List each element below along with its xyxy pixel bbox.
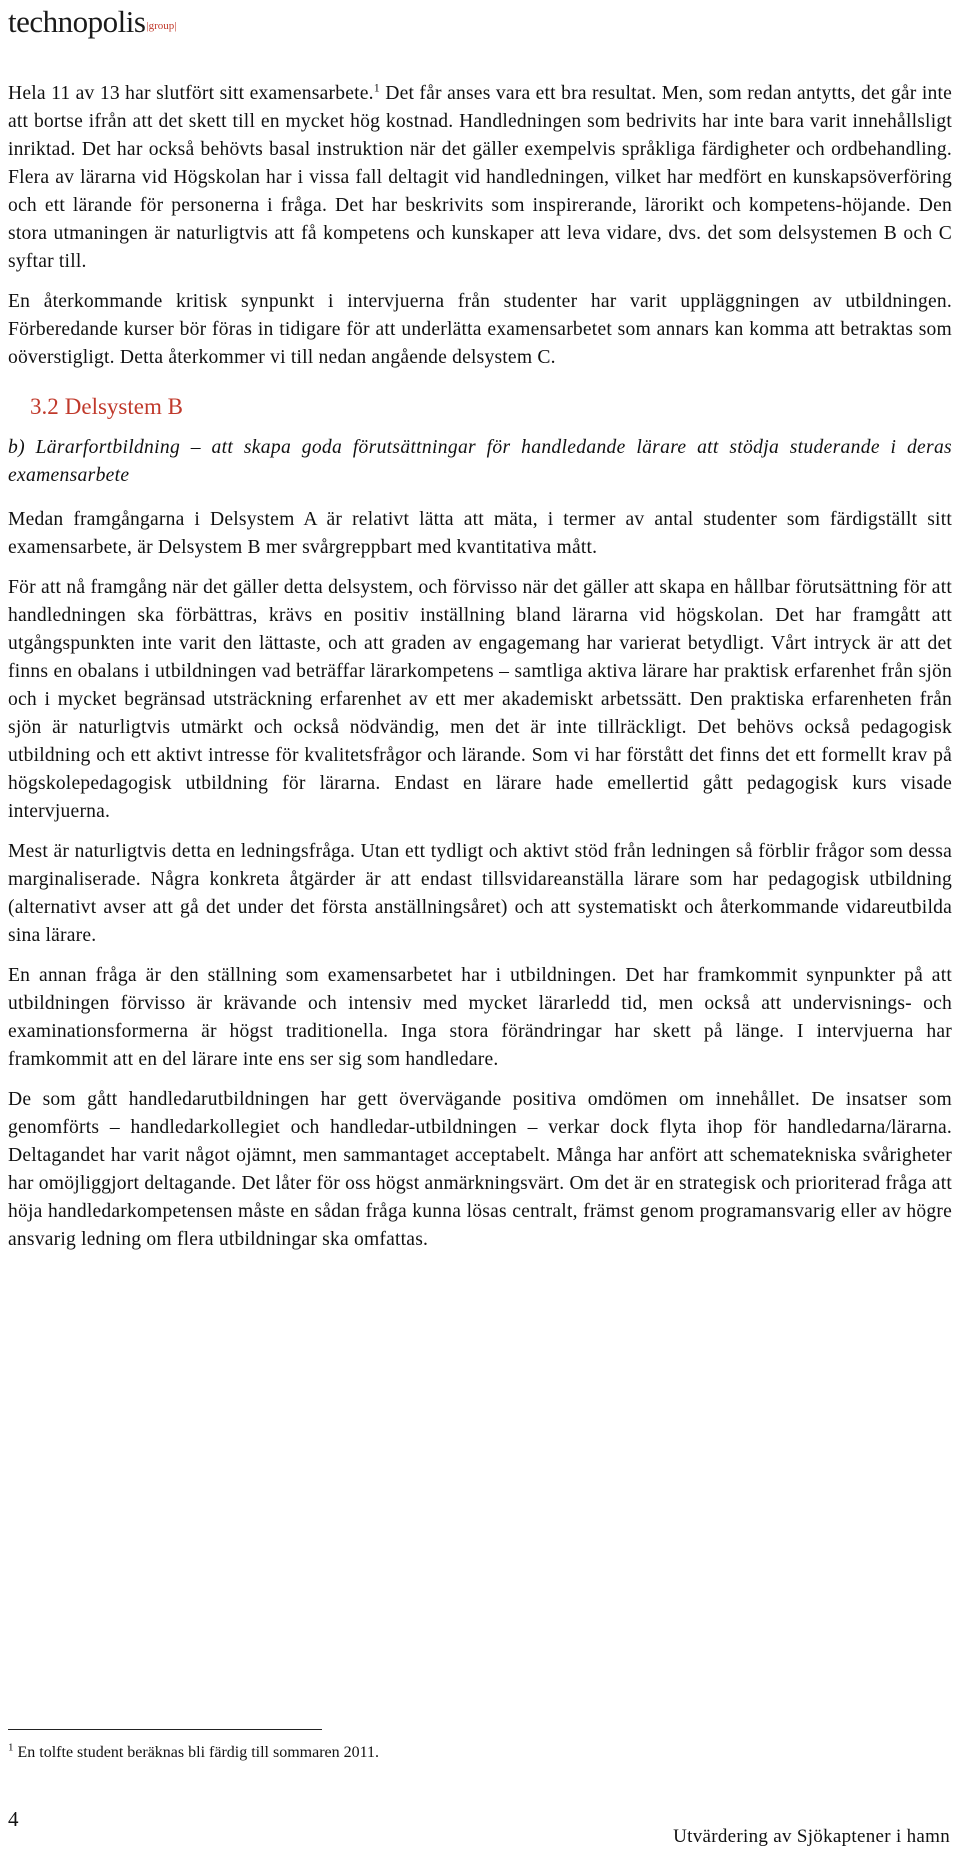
technopolis-logo (8, 4, 177, 40)
paragraph-text: Hela 11 av 13 har slutfört sitt examensarbete. (8, 83, 374, 104)
paragraph-thesis-position: En annan fråga är den ställning som examensarbetet har i utbildningen. Det har framkommit synpunkter på att utbildningen förvisso är krävande och intensiv med mycket lärarledd tid, men också att undervisnings- och examinationsformerna är högst traditionella. Inga stora förändringar har skett på länge. I intervjuerna har framkommit att en del lärare inte ens ser sig som handledare. (8, 965, 952, 1070)
paragraph-success: För att nå framgång när det gäller detta delsystem, och förvisso när det gäller att skapa en hållbar förutsättning för att handledningen ska förbättras, krävs en positiv inställning bland lärarna vid högskolan. Det har framgått att utgångspunkten inte varit den lättaste, och att graden av engagemang har varierat betydligt. Vårt intryck är att det finns en obalans i utbildningen vad beträffar lärarkompetens – samtliga aktiva lärare har praktisk erfarenhet från sjön och i mycket begränsad utsträckning erfarenhet av ett mer akademiskt arbetssätt. Den praktiska erfarenheten från sjön är naturligtvis utmärkt och också nödvändig, men det är inte tillräckligt. Det behövs också pedagogisk utbildning och ett aktivt intresse för kvalitetsfrågor och lärande. Som vi har förstått det finns det ett formellt krav på högskolepedagogisk utbildning för lärarna. Endast en lärare hade emellertid gått pedagogisk kurs visade intervjuerna. (8, 577, 952, 822)
paragraph-criticism: En återkommande kritisk synpunkt i intervjuerna från studenter har varit uppläggningen av utbildningen. Förberedande kurser bör föras in tidigare för att underlätta examensarbetet som annars kan komma att betraktas som oöverstigligt. Detta återkommer vi till nedan angående delsystem C. (8, 291, 952, 368)
paragraph-results (8, 80, 952, 276)
logo-group-tag: |group| (146, 20, 177, 32)
page-number: 4 (8, 1807, 19, 1831)
paragraph-text: Det får anses vara ett bra resultat. Men, som redan antytts, det går inte att bortse ifrån att det skett till en mycket hög kostnad. Handledningen som bedrivits har inte bara varit innehållsligt inriktad. Det har också behövts basal instruktion när det gäller exempelvis språkliga färdigheter och ordbehandling. Flera av lärarna vid Högskolan har i vissa fall deltagit vid handledningen, vilket har medfört en kunskapsöverföring och ett lärande för personerna i fråga. Det har beskrivits som inspirerande, lärorikt och kompetens-höjande. Den stora utmaningen är naturligtvis att få kompetens och kunskaper att leva vidare, dvs. det som delsystemen B och C syftar till. (8, 83, 952, 272)
footnote-text: En tolfte student beräknas bli färdig till sommaren 2011. (17, 1744, 380, 1761)
running-title: Utvärdering av Sjökaptener i hamn (673, 1826, 950, 1847)
footnote-reference[interactable]: 1 (373, 80, 380, 95)
paragraph-leadership: Mest är naturligtvis detta en ledningsfråga. Utan ett tydligt och aktivt stöd från ledningen så förblir frågor som dessa marginaliserade. Några konkreta åtgärder är att endast tillsvidareanställa lärare som har pedagogisk utbildning (alternativt avser att gå det under det första anställningsåret) och att systematiskt och återkommande vidareutbilda sina lärare. (8, 841, 952, 946)
footnote-divider (8, 1729, 322, 1730)
logo-wordmark: technopolis (8, 4, 146, 39)
footnote (8, 1741, 380, 1762)
section-title: Delsystem B (64, 394, 183, 419)
paragraph-supervisor-training: De som gått handledarutbildningen har gett övervägande positiva omdömen om innehållet. De insatser som genomförts – handledarkollegiet och handledar-utbildningen – verkar dock flyta ihop för handledarna/lärarna. Deltagandet har varit något ojämnt, men sammantaget acceptabelt. Många har anfört att schematekniska svårigheter har omöjliggjort deltagande. Det låter för oss högst anmärkningsvärt. Om det är en strategisk och prioriterad fråga att höja handledarkompetensen måste en sådan fråga kunna lösas centralt, främst genom programansvarig eller av högre ansvarig ledning om flera utbildningar ska omfattas. (8, 1089, 952, 1250)
footnote-mark: 1 (8, 1741, 14, 1754)
document-body (8, 80, 952, 1266)
paragraph-measurement: Medan framgångarna i Delsystem A är relativt lätta att mäta, i termer av antal studenter som färdigställt sitt examensarbete, är Delsystem B mer svårgreppbart med kvantitativa mått. (8, 509, 952, 558)
section-number: 3.2 (30, 394, 59, 419)
section-subtitle: b) Lärarfortbildning – att skapa goda förutsättningar för handledande lärare att stödja studerande i deras examensarbete (8, 437, 952, 486)
section-heading (30, 394, 952, 420)
